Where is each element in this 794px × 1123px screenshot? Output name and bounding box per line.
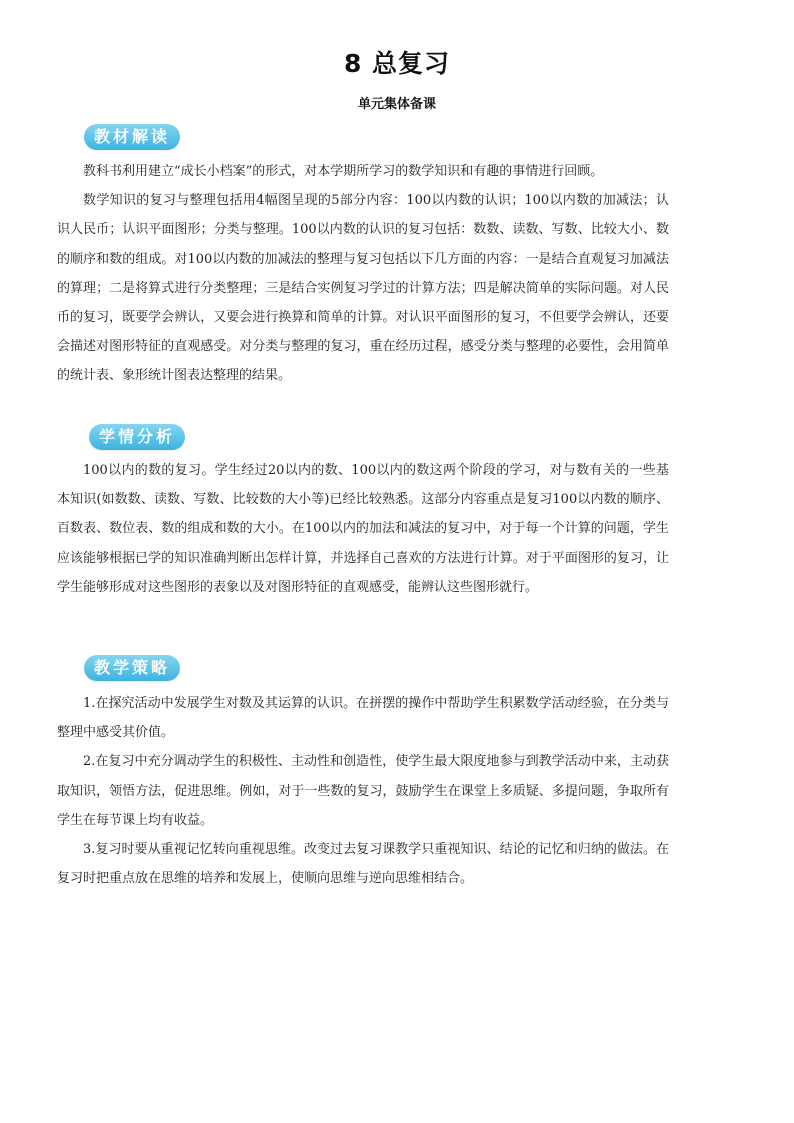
paragraph: 2.在复习中充分调动学生的积极性、主动性和创造性，使学生最大限度地参与到教学活动中来，主动获取知识，领悟方法，促进思维。例如，对于一些数的复习，鼓励学生在课堂上多质疑、多提问题，争取所有学生在每节课上均有收益。: [57, 754, 669, 828]
paragraph: 3.复习时要从重视记忆转向重视思维。改变过去复习课教学只重视知识、结论的记忆和归纳的做法。在复习时把重点放在思维的培养和发展上，使顺向思维与逆向思维相结合。: [57, 842, 669, 887]
page-subtitle: 单元集体备课: [357, 97, 436, 112]
section-teaching-strategy: [57, 689, 669, 893]
section-badge-textbook-interpretation: 教材解读: [84, 124, 180, 150]
paragraph: 1.在探究活动中发展学生对数及其运算的认识。在拼摆的操作中帮助学生积累数学活动经验，在分类与整理中感受其价值。: [57, 696, 669, 741]
section-badge-learning-analysis: 学情分析: [89, 424, 185, 450]
section-learning-analysis: [57, 456, 669, 602]
section-textbook-interpretation: [57, 157, 669, 391]
paragraph: 数学知识的复习与整理包括用4幅图呈现的5部分内容：100以内数的认识；100以内数的加减法；认识人民币；认识平面图形；分类与整理。100以内数的认识的复习包括：数数、读数、写数、比较大小、数的顺序和数的组成。对100以内数的加减法的整理与复习包括以下几方面的内容：一是结合直观复习加减法的算理；二是将算式进行分类整理；三是结合实例复习学过的计算方法；四是解决简单的实际问题。对人民币的复习，既要学会辨认，又要会进行换算和简单的计算。对认识平面图形的复习，不但要学会辨认，还要会描述对图形特征的直观感受。对分类与整理的复习，重在经历过程，感受分类与整理的必要性，会用简单的统计表、象形统计图表达整理的结果。: [57, 193, 669, 384]
section-badge-teaching-strategy: 教学策略: [84, 655, 180, 681]
paragraph: 教科书利用建立“成长小档案”的形式，对本学期所学习的数学知识和有趣的事情进行回顾。: [83, 164, 604, 179]
page-title: 8 总复习: [343, 49, 451, 78]
paragraph: 100以内的数的复习。学生经过20以内的数、100以内的数这两个阶段的学习，对与数有关的一些基本知识(如数数、读数、写数、比较数的大小等)已经比较熟悉。这部分内容重点是复习100以内数的顺序、百数表、数位表、数的组成和数的大小。在100以内的加法和减法的复习中，对于每一个计算的问题，学生应该能够根据已学的知识准确判断出怎样计算，并选择自己喜欢的方法进行计算。对于平面图形的复习，让学生能够形成对这些图形的表象以及对图形特征的直观感受，能辨认这些图形就行。: [57, 463, 669, 595]
